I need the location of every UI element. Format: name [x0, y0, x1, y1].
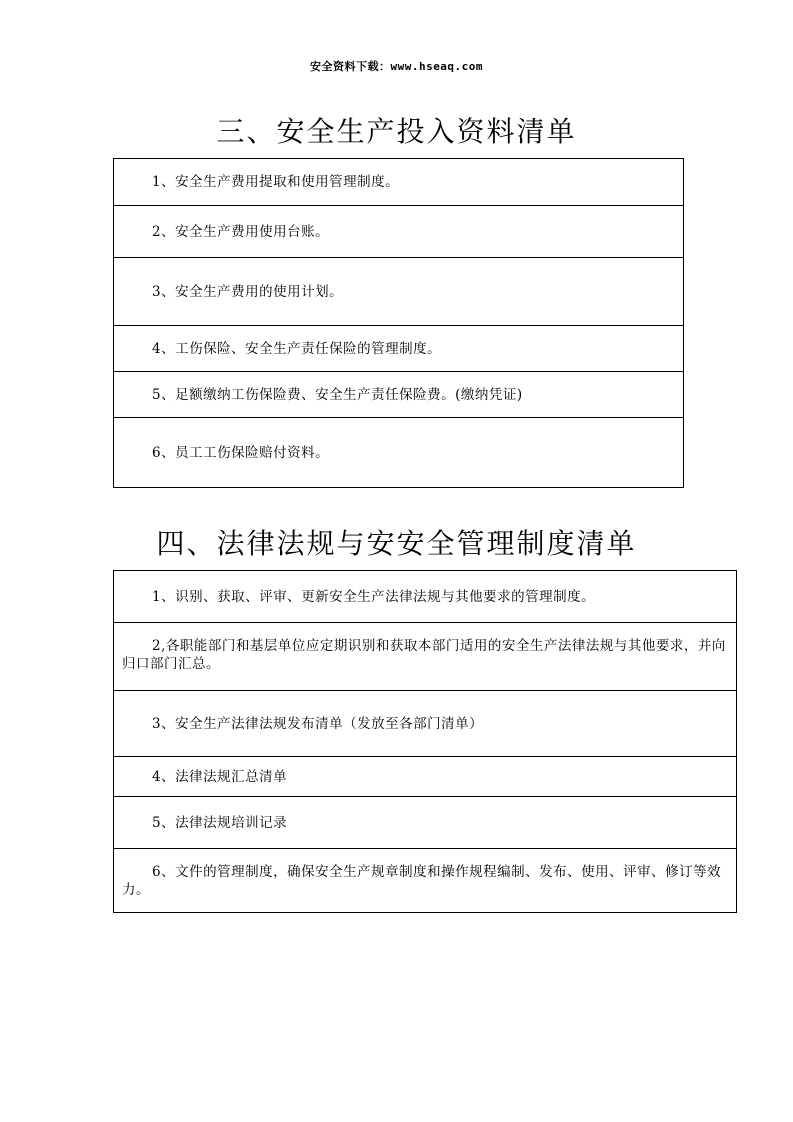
table-cell — [114, 372, 684, 418]
list-item: 2、安全生产费用使用台账。 — [152, 223, 330, 240]
table-row — [114, 206, 684, 258]
page-header — [0, 58, 793, 74]
table-cell — [114, 691, 737, 757]
table-cell — [114, 326, 684, 372]
list-item: 1、安全生产费用提取和使用管理制度。 — [152, 174, 400, 190]
list-item: 4、工伤保险、安全生产责任保险的管理制度。 — [152, 340, 442, 357]
table-row — [114, 691, 737, 757]
table-row — [114, 757, 737, 797]
table-row — [114, 159, 684, 206]
list-item: 3、安全生产费用的使用计划。 — [152, 283, 344, 300]
table-row — [114, 797, 737, 849]
table-row — [114, 849, 737, 913]
list-item: 5、法律法规培训记录 — [152, 814, 288, 831]
table-cell — [114, 418, 684, 488]
table-row — [114, 258, 684, 326]
list-item: 6、员工工伤保险赔付资料。 — [152, 444, 330, 461]
investment-checklist-table — [113, 158, 684, 488]
list-item: 5、足额缴纳工伤保险费、安全生产责任保险费。(缴纳凭证) — [152, 386, 523, 403]
table-cell: 2,各职能部门和基层单位应定期识别和获取本部门适用的安全生产法律法规与其他要求，并向归口部门汇总。 — [114, 623, 737, 691]
table-cell — [114, 571, 737, 623]
table-row — [114, 326, 684, 372]
table-row — [114, 623, 737, 691]
table-row — [114, 571, 737, 623]
table-row — [114, 372, 684, 418]
table-cell — [114, 797, 737, 849]
list-item: 3、安全生产法律法规发布清单（发放至各部门清单） — [152, 715, 484, 732]
download-label: 安全资料下载： — [309, 60, 391, 73]
table-cell: 6、文件的管理制度，确保安全生产规章制度和操作规程编制、发布、使用、评审、修订等效力。 — [114, 849, 737, 913]
table-cell — [114, 757, 737, 797]
laws-checklist-table — [113, 570, 737, 913]
section-title-laws: 四、法律法规与安安全管理制度清单 — [156, 527, 637, 560]
list-item: 1、识别、获取、评审、更新安全生产法律法规与其他要求的管理制度。 — [152, 588, 596, 605]
table-cell — [114, 159, 684, 206]
section-title-investment: 三、安全生产投入资料清单 — [216, 115, 577, 148]
table-cell — [114, 258, 684, 326]
table-cell — [114, 206, 684, 258]
table-row — [114, 418, 684, 488]
list-item: 4、法律法规汇总清单 — [152, 768, 288, 785]
site-url: www.hseaq.com — [390, 60, 484, 73]
